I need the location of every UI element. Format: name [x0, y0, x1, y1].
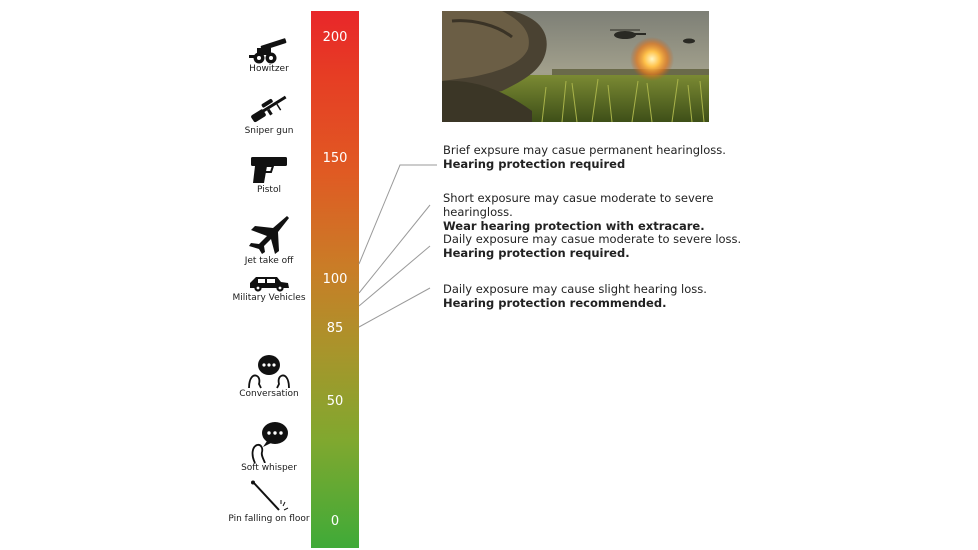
tick-label-200: 200	[322, 30, 348, 45]
tick-label-85: 85	[326, 321, 344, 336]
source-label-conversation: Conversation	[239, 389, 299, 399]
note-moderate-severe-daily	[443, 232, 773, 260]
source-label-jet: Jet take off	[244, 256, 294, 266]
note-action: Hearing protection required	[443, 157, 626, 171]
note-text: Short exposure may casue moderate to severe hearingloss.	[443, 191, 714, 219]
note-action: Hearing protection required.	[443, 246, 630, 260]
source-label-sniper-gun: Sniper gun	[244, 126, 294, 136]
tick-label-100: 100	[322, 272, 348, 287]
note-action: Wear hearing protection with extracare.	[443, 219, 705, 233]
tick-label-150: 150	[322, 151, 348, 166]
tick-label-50: 50	[326, 394, 344, 409]
source-label-soft-whisper: Soft whisper	[241, 463, 297, 473]
leader-line-1	[359, 165, 437, 264]
source-label-howitzer: Howitzer	[249, 64, 289, 74]
note-action: Hearing protection recommended.	[443, 296, 667, 310]
source-label-pin-falling: Pin falling on floor	[228, 514, 310, 524]
leader-line-3	[359, 246, 430, 306]
leader-line-2	[359, 205, 430, 293]
note-text: Brief expsure may casue permanent hearingloss.	[443, 143, 726, 157]
source-label-pistol: Pistol	[257, 185, 281, 195]
source-label-military-vehicles: Military Vehicles	[232, 293, 306, 303]
note-slight-loss	[443, 282, 773, 310]
leader-line-4	[359, 288, 430, 327]
note-text: Daily exposure may cause slight hearing loss.	[443, 282, 707, 296]
note-moderate-severe-short	[443, 191, 773, 233]
tick-label-0: 0	[330, 514, 340, 529]
note-permanent-loss	[443, 143, 773, 171]
note-text: Daily exposure may casue moderate to severe loss.	[443, 232, 742, 246]
